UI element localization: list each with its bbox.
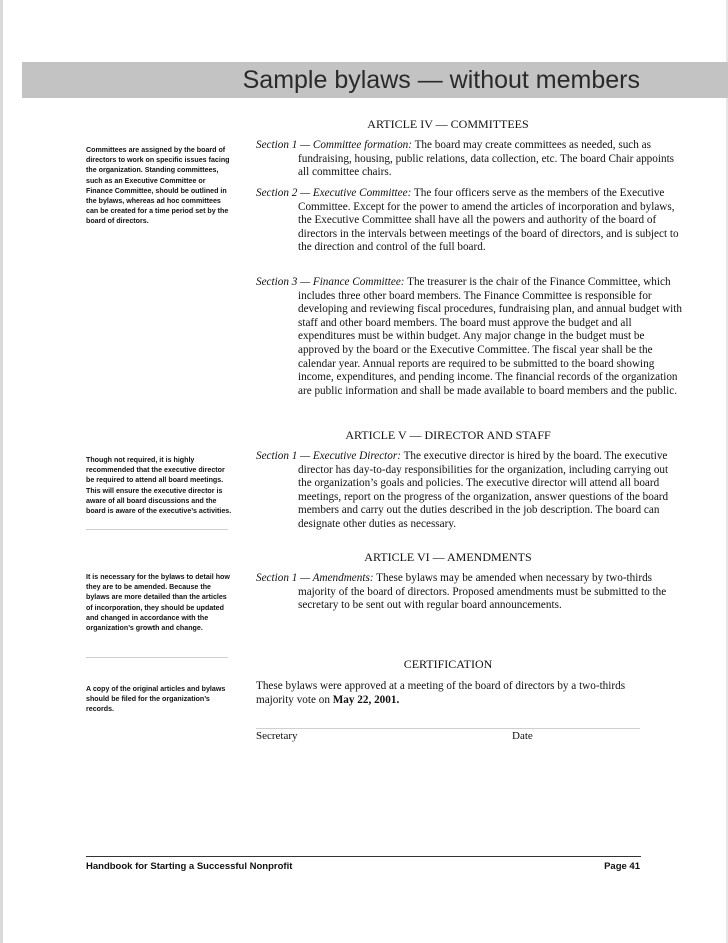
article-iv-section-3	[256, 276, 682, 398]
sidenote-copy: A copy of the original articles and bylaws should be filed for the organization’s records.	[86, 685, 226, 714]
sidenote-director: Though not required, it is highly recommended that the executive director be required to attend all board meetings. This will ensure the executive director is aware of all board discussions and the board is aware of the executive’s activities.	[86, 456, 232, 516]
article-iv-heading: ARTICLE IV — COMMITTEES	[367, 117, 529, 131]
section-lead: Section 1 — Committee formation:	[256, 139, 412, 151]
section-lead: Section 1 — Amendments:	[256, 572, 374, 584]
section-text: These bylaws may be amended when necessary by two-thirds majority of the board of directors. Proposed amendments must be submitted to the secretary to be sent out with regular board announcements.	[298, 572, 667, 612]
signature-line	[256, 728, 640, 729]
section-text: The board may create committees as needed, such as fundraising, housing, public relations, data collection, etc. The board Chair appoints all committee chairs.	[298, 139, 675, 179]
certification-text	[256, 680, 640, 708]
sidenote-committees: Committees are assigned by the board of directors to work on specific issues facing the organization. Standing committees, such as an Executive Committee or Finance Committee, should be outlined in the bylaws, whereas ad hoc committees can be created for a time period set by the board of directors.	[86, 146, 230, 226]
sidenote-divider	[86, 657, 228, 658]
secretary-label: Secretary	[256, 730, 298, 742]
article-iv-section-1	[256, 139, 682, 180]
footer-title: Handbook for Starting a Successful Nonprofit	[86, 861, 293, 872]
section-lead: Section 1 — Executive Director:	[256, 450, 401, 462]
article-v-heading: ARTICLE V — DIRECTOR AND STAFF	[345, 428, 551, 442]
article-iv-section-2	[256, 187, 682, 255]
section-lead: Section 2 — Executive Committee:	[256, 187, 412, 199]
article-v-section-1	[256, 450, 682, 532]
certification-heading: CERTIFICATION	[403, 657, 493, 671]
section-text: The executive director is hired by the board. The executive director has day-to-day responsibilities for the organization, including carrying out the organization’s goals and policies. The executive director will attend all board meetings, report on the progress of the organization, answer questions of the board members and carry out the duties described in the job description. The board can designate other duties as necessary.	[298, 450, 669, 530]
sidenote-amendments: It is necessary for the bylaws to detail how they are to be amended. Because the bylaws are more detailed than the articles of incorporation, they should be updated and changed in accordance with the organization’s growth and change.	[86, 573, 230, 633]
section-lead: Section 3 — Finance Committee:	[256, 276, 405, 288]
footer-rule	[86, 856, 641, 857]
sidenote-divider	[86, 529, 228, 530]
article-vi-heading: ARTICLE VI — AMENDMENTS	[364, 550, 532, 564]
page-left-edge	[0, 0, 3, 943]
section-text: The treasurer is the chair of the Finance Committee, which includes three other board members. The Finance Committee is responsible for developing and reviewing fiscal procedures, fundraising plan, and annual budget with staff and other board members. The board must approve the budget and all expenditures must be within budget. Any major change in the budget must be approved by the board or the Executive Committee. The fiscal year shall be the calendar year. Annual reports are required to be submitted to the board showing income, expenditures, and pending income. The financial records of the organization are public information and shall be made available to board members and the public.	[298, 276, 682, 397]
certification-body: These bylaws were approved at a meeting of the board of directors by a two-thirds majority vote on	[256, 680, 626, 706]
certification-date: May 22, 2001.	[332, 693, 400, 706]
title-banner	[22, 62, 728, 98]
page-number: Page 41	[604, 861, 640, 872]
page-title: Sample bylaws — without members	[242, 66, 640, 94]
article-vi-section-1	[256, 572, 682, 613]
section-text: The four officers serve as the members of the Executive Committee. Except for the power to amend the articles of incorporation and bylaws, the Executive Committee shall have all the powers and authority of the board of directors in the intervals between meetings of the board of directors, and is subject to the direction and control of the full board.	[298, 187, 679, 254]
date-label: Date	[512, 730, 533, 742]
